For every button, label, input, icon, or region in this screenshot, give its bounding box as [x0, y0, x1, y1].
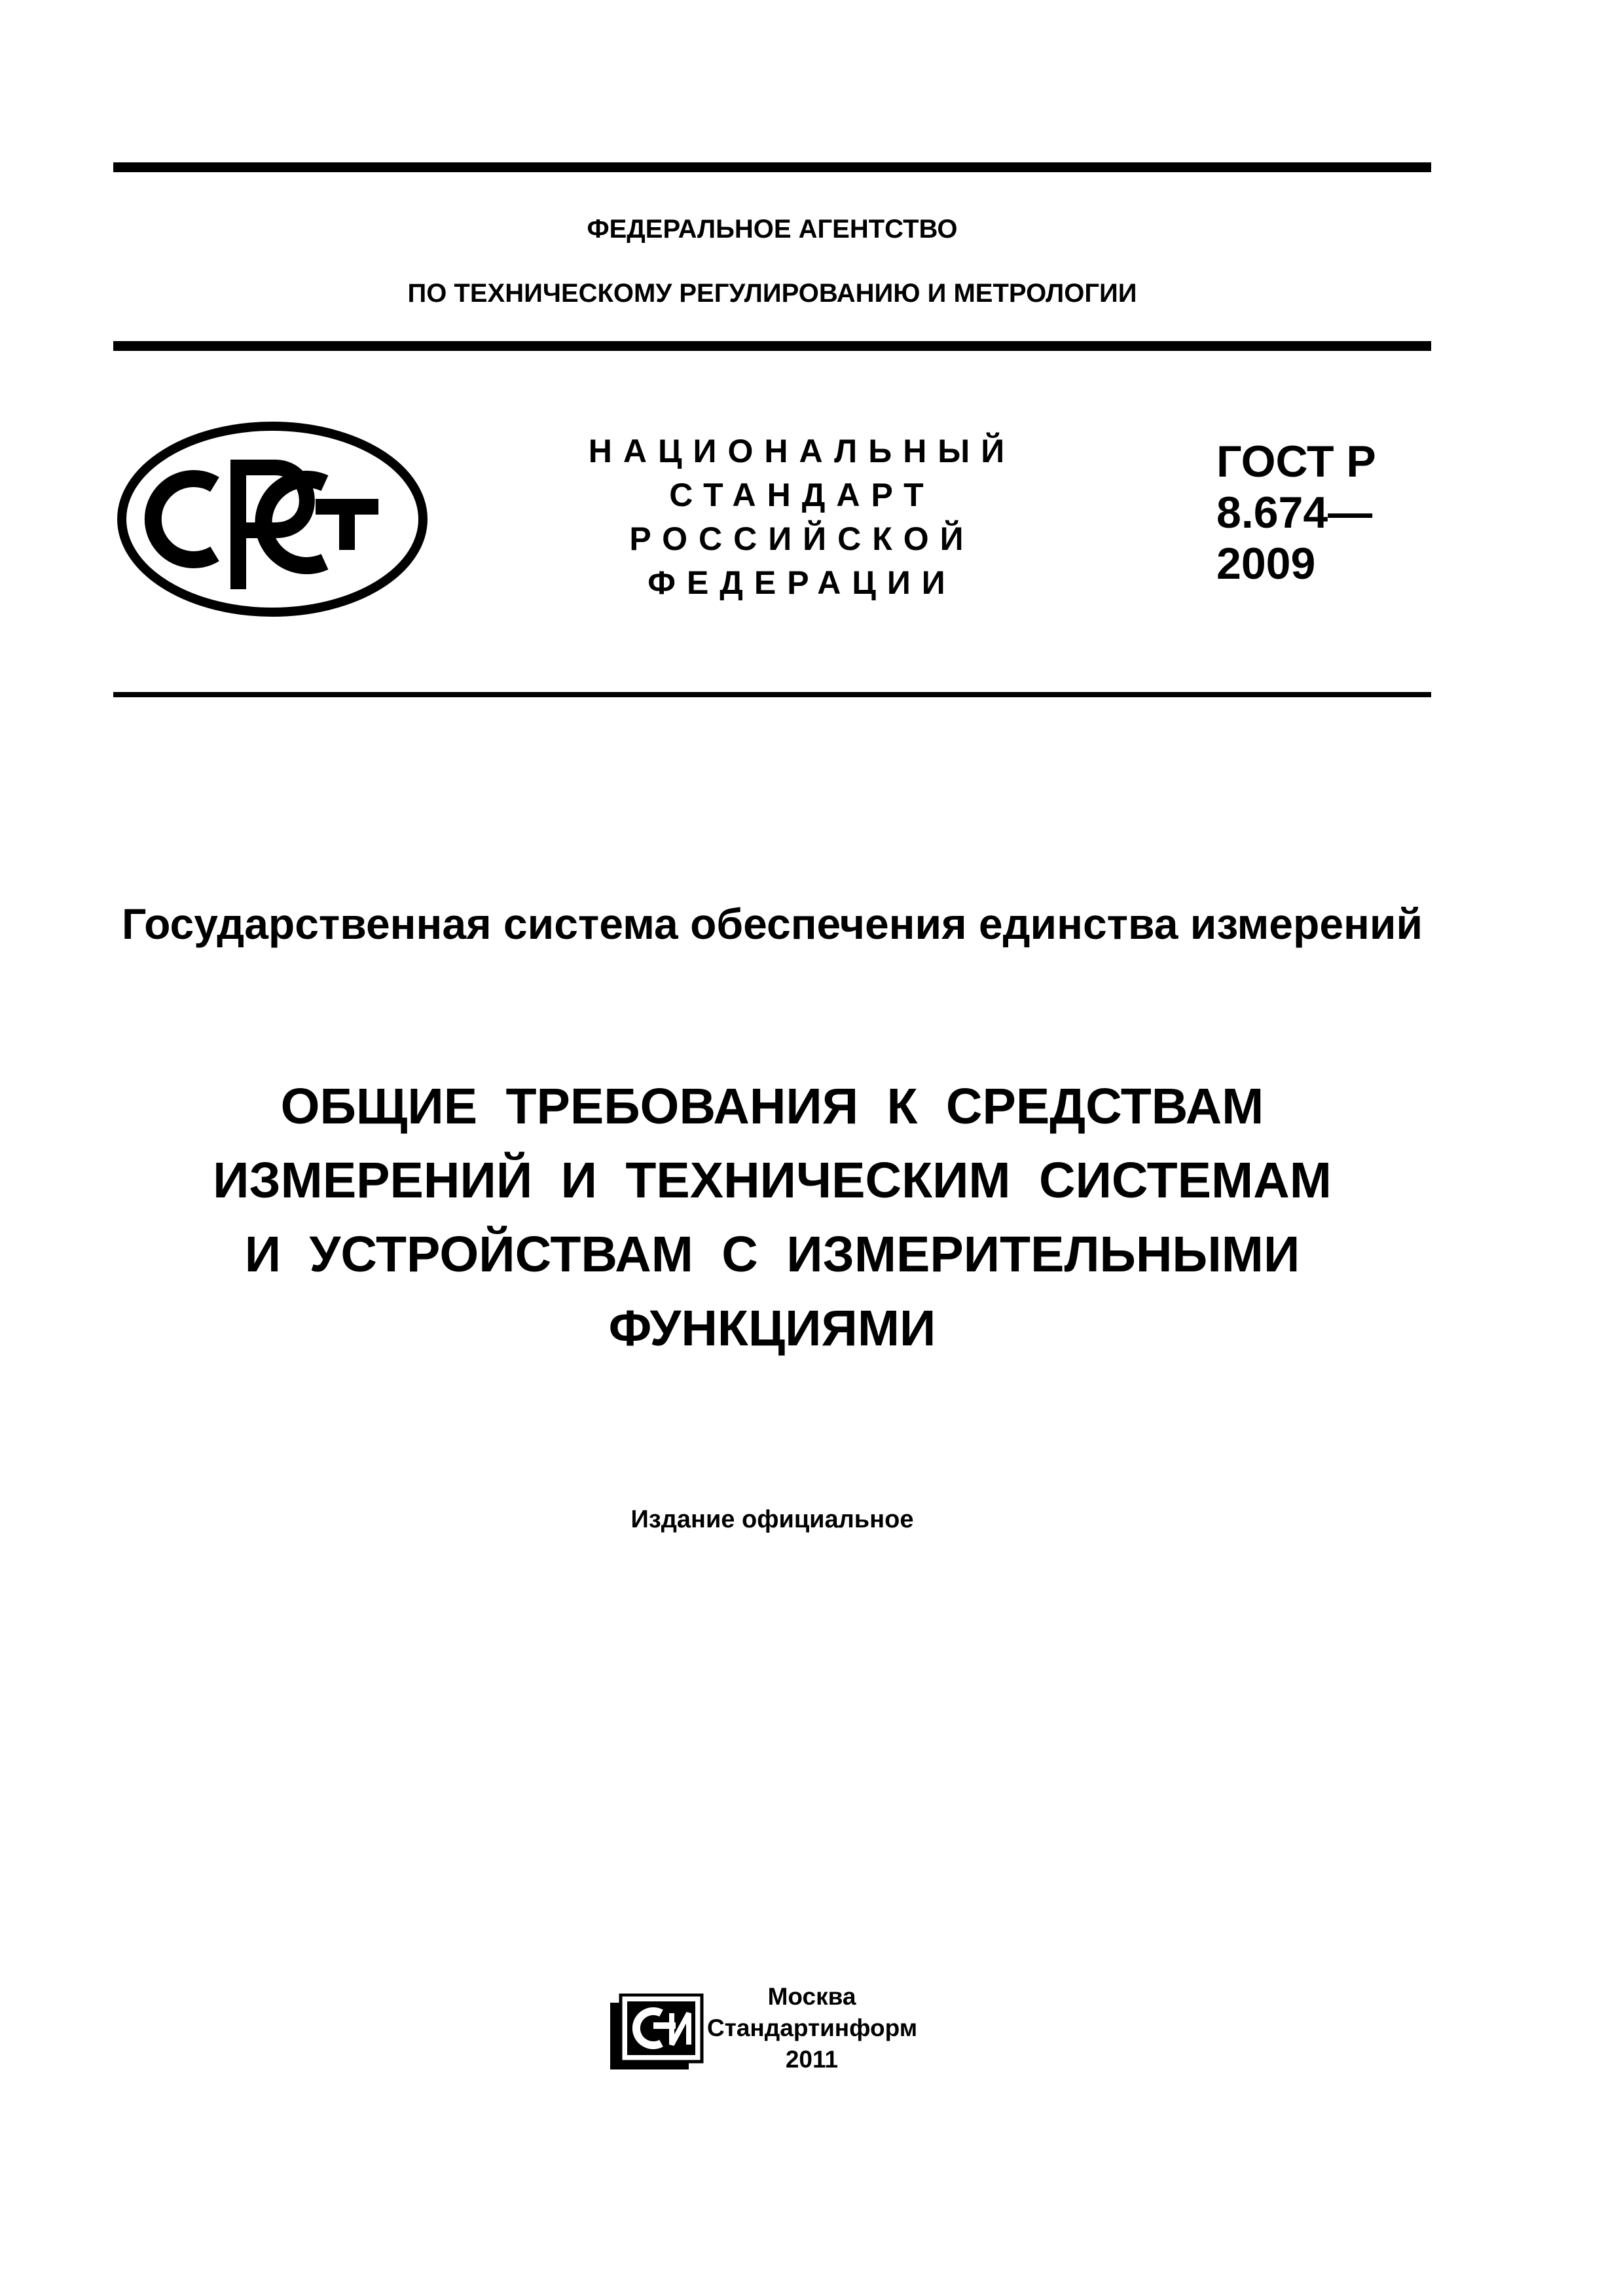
standard-designation [1216, 436, 1376, 589]
series-title: Государственная система обеспечения единства измерений [121, 900, 1423, 948]
imprint [707, 1981, 917, 2075]
header-rule [113, 341, 1431, 351]
national-standard-line: ФЕДЕРАЦИИ [647, 564, 957, 601]
designation-line: ГОСТ Р [1216, 437, 1376, 486]
designation-line: 2009 [1216, 539, 1316, 589]
top-rule [113, 162, 1431, 172]
national-standard-line: РОССИЙСКОЙ [629, 520, 975, 557]
rst-logo-icon [117, 420, 428, 618]
document-title-line: ИЗМЕРЕНИЙ И ТЕХНИЧЕСКИМ СИСТЕМАМ [213, 1152, 1332, 1209]
imprint-year: 2011 [785, 2046, 839, 2073]
agency-line-1: ФЕДЕРАЛЬНОЕ АГЕНТСТВО [587, 215, 958, 244]
document-title-line: И УСТРОЙСТВАМ С ИЗМЕРИТЕЛЬНЫМИ [244, 1226, 1300, 1283]
document-title-line: ФУНКЦИЯМИ [608, 1300, 936, 1357]
designation-line: 8.674— [1216, 488, 1373, 538]
imprint-city: Москва [767, 1983, 856, 2010]
edition-label: Издание официальное [630, 1506, 914, 1533]
document-title-line: ОБЩИЕ ТРЕБОВАНИЯ К СРЕДСТВАМ [280, 1078, 1264, 1135]
national-standard-line: СТАНДАРТ [669, 477, 935, 513]
national-standard-line: НАЦИОНАЛЬНЫЙ [588, 433, 1016, 469]
standartinform-logo-icon [608, 1994, 704, 2072]
document-title [113, 1070, 1431, 1366]
svg-text:РСТ: РСТ [117, 420, 118, 421]
agency-line-2: ПО ТЕХНИЧЕСКОМУ РЕГУЛИРОВАНИЮ И МЕТРОЛОГИИ [407, 279, 1137, 308]
standard-block-rule [113, 692, 1431, 697]
national-standard-label [563, 429, 1041, 605]
imprint-publisher: Стандартинформ [707, 2014, 918, 2041]
